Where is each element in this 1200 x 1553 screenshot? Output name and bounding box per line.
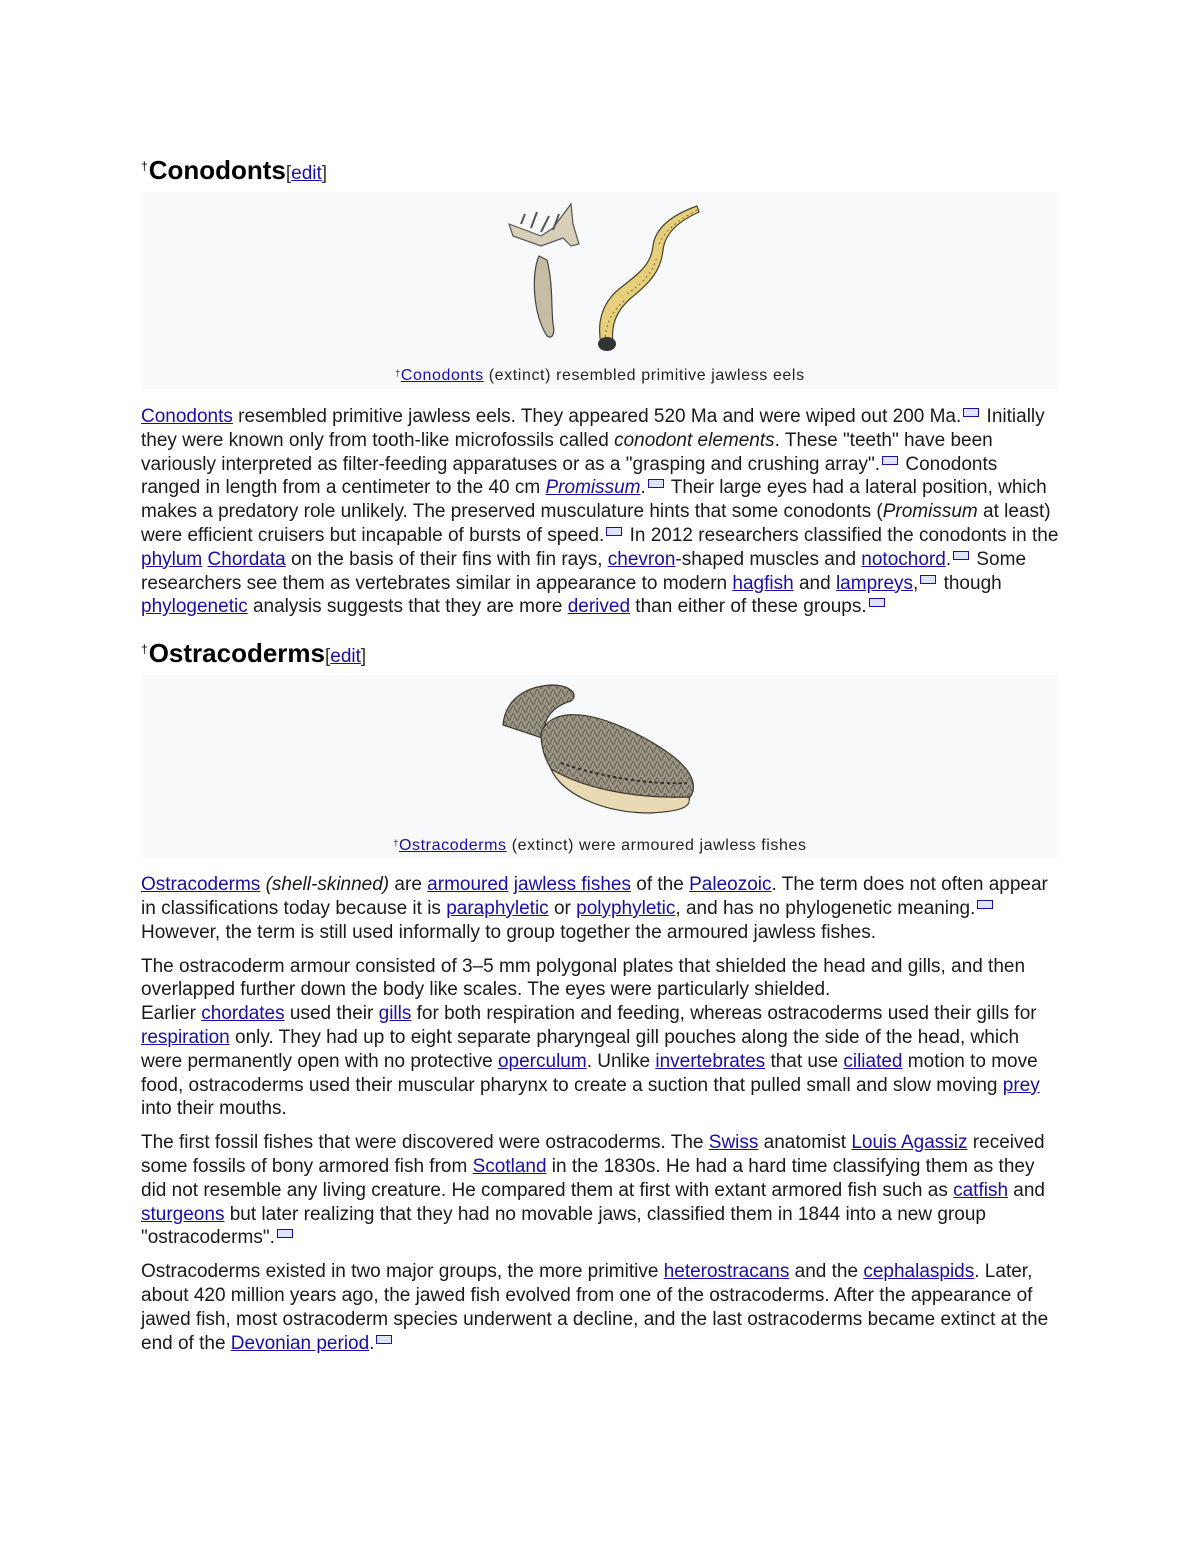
link-phylum[interactable]: phylum xyxy=(141,548,203,570)
text: . The term does not often appear in classifications today because it is xyxy=(141,874,1048,919)
citation-icon[interactable] xyxy=(977,900,993,909)
link-scotland[interactable]: Scotland xyxy=(472,1155,547,1177)
edit-link[interactable]: edit xyxy=(291,163,322,184)
text: in the 1830s. He had a hard time classifying them as they did not resemble any living creature. He compared them at first with extant armored fish such as xyxy=(141,1155,1035,1201)
link-phylogenetic[interactable]: phylogenetic xyxy=(141,596,248,618)
link-hagfish[interactable]: hagfish xyxy=(732,572,794,594)
text: . xyxy=(945,548,952,570)
link-chevron[interactable]: chevron xyxy=(607,548,676,570)
text: at least) were efficient cruisers but incapable of bursts of speed. xyxy=(141,501,1051,546)
text: and xyxy=(793,572,836,594)
figure-caption xyxy=(141,837,1059,855)
extinct-dagger: † xyxy=(141,642,148,657)
citation-icon[interactable] xyxy=(882,456,898,465)
text: and the xyxy=(789,1261,864,1283)
emphasis-text: conodont elements xyxy=(614,429,775,451)
link-paraphyletic[interactable]: paraphyletic xyxy=(446,897,549,919)
edit-section-link: [edit] xyxy=(325,646,367,668)
text: than either of these groups. xyxy=(630,596,867,618)
caption-text: (extinct) were armoured jawless fishes xyxy=(506,837,807,855)
figure-caption xyxy=(141,367,1059,385)
link-cephalaspids[interactable]: cephalaspids xyxy=(863,1261,975,1283)
text: only. They had up to eight separate pharyngeal gill pouches along the side of the head, which were permanently open with no protective xyxy=(141,1026,1020,1072)
text: Conodonts ranged in length from a centimeter to the 40 cm xyxy=(141,453,998,499)
emphasis-text: Promissum xyxy=(882,501,978,523)
link-invertebrates[interactable]: invertebrates xyxy=(655,1050,766,1072)
figure-conodonts xyxy=(141,192,1059,389)
text: on the basis of their fins with fin rays, xyxy=(285,548,608,570)
text: analysis suggests that they are more xyxy=(247,596,568,618)
link-operculum[interactable]: operculum xyxy=(497,1050,587,1072)
citation-icon[interactable] xyxy=(963,408,979,417)
link-paleozoic[interactable]: Paleozoic xyxy=(689,874,772,896)
caption-link-conodonts[interactable]: Conodonts xyxy=(400,367,484,384)
edit-section-link: [edit] xyxy=(285,163,328,184)
edit-link[interactable]: edit xyxy=(330,646,361,668)
link-heterostracans[interactable]: heterostracans xyxy=(663,1261,790,1283)
article xyxy=(141,150,1059,1355)
conodonts-paragraph xyxy=(141,405,1059,619)
section-title: Conodonts xyxy=(148,155,286,185)
citation-icon[interactable] xyxy=(953,551,969,560)
link-armoured[interactable]: armoured xyxy=(427,874,509,896)
link-louis-agassiz[interactable]: Louis Agassiz xyxy=(851,1132,968,1154)
link-jawless-fishes[interactable]: jawless fishes xyxy=(513,874,631,896)
ostracoderms-paragraph-2 xyxy=(141,955,1059,1122)
link-respiration[interactable]: respiration xyxy=(141,1026,230,1048)
text: The first fossil fishes that were discovered were ostracoderms. The xyxy=(141,1132,709,1154)
link-devonian-period[interactable]: Devonian period xyxy=(230,1332,370,1354)
section-heading-conodonts xyxy=(141,150,1059,190)
citation-icon[interactable] xyxy=(277,1229,293,1238)
link-ostracoderms[interactable]: Ostracoderms xyxy=(141,874,261,896)
text: . xyxy=(640,477,646,499)
link-prey[interactable]: prey xyxy=(1002,1074,1040,1096)
emphasis-text: (shell-skinned) xyxy=(260,874,390,896)
extinct-dagger: † xyxy=(393,838,399,849)
text: -shaped muscles and xyxy=(675,548,862,570)
extinct-dagger: † xyxy=(141,159,148,173)
text: are xyxy=(389,874,428,896)
link-derived[interactable]: derived xyxy=(567,596,631,618)
conodont-illustration-image xyxy=(501,194,701,352)
link-conodonts[interactable]: Conodonts xyxy=(141,406,233,427)
caption-link-ostracoderms[interactable]: Ostracoderms xyxy=(398,837,507,855)
text: The ostracoderm armour consisted of 3–5 mm polygonal plates that shielded the head and gills, and then overlapped further down the body like scales. The eyes were particularly shielded. xyxy=(141,955,1026,1001)
text: However, the term is still used informally to group together the armoured jawless fishes. xyxy=(141,921,876,943)
link-chordates[interactable]: chordates xyxy=(201,1003,285,1025)
citation-icon[interactable] xyxy=(920,575,936,584)
ostracoderms-paragraph-3 xyxy=(141,1131,1059,1250)
link-ciliated[interactable]: ciliated xyxy=(843,1050,903,1072)
link-polyphyletic[interactable]: polyphyletic xyxy=(576,897,676,919)
text: Some researchers see them as vertebrates similar in appearance to modern xyxy=(141,548,1027,594)
section-title: Ostracoderms xyxy=(148,638,325,669)
caption-text: (extinct) resembled primitive jawless eels xyxy=(483,367,805,384)
text: , and has no phylogenetic meaning. xyxy=(675,897,976,919)
text: . xyxy=(369,1332,375,1354)
citation-icon[interactable] xyxy=(606,527,622,536)
link-promissum[interactable]: Promissum xyxy=(545,477,641,499)
text: In 2012 researchers classified the conodonts in the xyxy=(624,524,1059,546)
text: that use xyxy=(765,1050,844,1072)
text: for both respiration and feeding, whereas ostracoderms used their gills for xyxy=(411,1003,1037,1025)
text: , xyxy=(913,572,919,594)
link-sturgeons[interactable]: sturgeons xyxy=(141,1203,225,1225)
citation-icon[interactable] xyxy=(648,479,664,488)
text: . Unlike xyxy=(586,1050,656,1072)
ostracoderm-illustration-image xyxy=(501,681,701,817)
section-heading-ostracoderms xyxy=(141,633,1059,673)
text: motion to move food, ostracoderms used their muscular pharynx to create a suction that pulled small and slow moving xyxy=(141,1050,1038,1096)
text: of the xyxy=(631,874,690,896)
link-swiss[interactable]: Swiss xyxy=(708,1132,759,1154)
text: received some fossils of bony armored fish from xyxy=(141,1132,1045,1177)
link-notochord[interactable]: notochord xyxy=(861,548,946,570)
ostracoderms-paragraph-1 xyxy=(141,873,1059,944)
text: . Later, about 420 million years ago, the jawed fish evolved from one of the ostracoderms. After the appearance of jawed fish, most ostracoderm species underwent a decline, and the last ostracoderms became extinct at the end of the xyxy=(141,1261,1049,1354)
text: and xyxy=(1008,1179,1045,1201)
text: resembled primitive jawless eels. They appeared 520 Ma and were wiped out 200 Ma. xyxy=(232,406,962,427)
citation-icon[interactable] xyxy=(869,598,885,607)
figure-ostracoderms xyxy=(141,675,1059,858)
text: Ostracoderms existed in two major groups, the more primitive xyxy=(141,1261,664,1283)
text: Initially they were known only from tooth-like microfossils called xyxy=(141,406,1045,451)
extinct-dagger: † xyxy=(395,368,401,378)
text: used their xyxy=(284,1003,379,1025)
text: Their large eyes had a lateral position, which makes a predatory role unlikely. The preserved musculature hints that some conodonts ( xyxy=(141,477,1047,523)
link-lampreys[interactable]: lampreys xyxy=(835,572,914,594)
text: into their mouths. xyxy=(141,1098,287,1120)
text: anatomist xyxy=(758,1132,852,1154)
text: but later realizing that they had no movable jaws, classified them in 1844 into a new group "ostracoderms". xyxy=(141,1203,986,1249)
ostracoderms-paragraph-4 xyxy=(141,1260,1059,1355)
text: though xyxy=(938,572,1002,594)
link-chordata[interactable]: Chordata xyxy=(207,548,286,570)
citation-icon[interactable] xyxy=(376,1335,392,1344)
link-gills[interactable]: gills xyxy=(378,1003,412,1025)
link-catfish[interactable]: catfish xyxy=(953,1179,1009,1201)
text: Earlier xyxy=(141,1003,202,1025)
text: . These "teeth" have been variously interpreted as filter-feeding apparatuses or as a "grasping and crushing array". xyxy=(141,429,993,475)
text: or xyxy=(548,897,577,919)
